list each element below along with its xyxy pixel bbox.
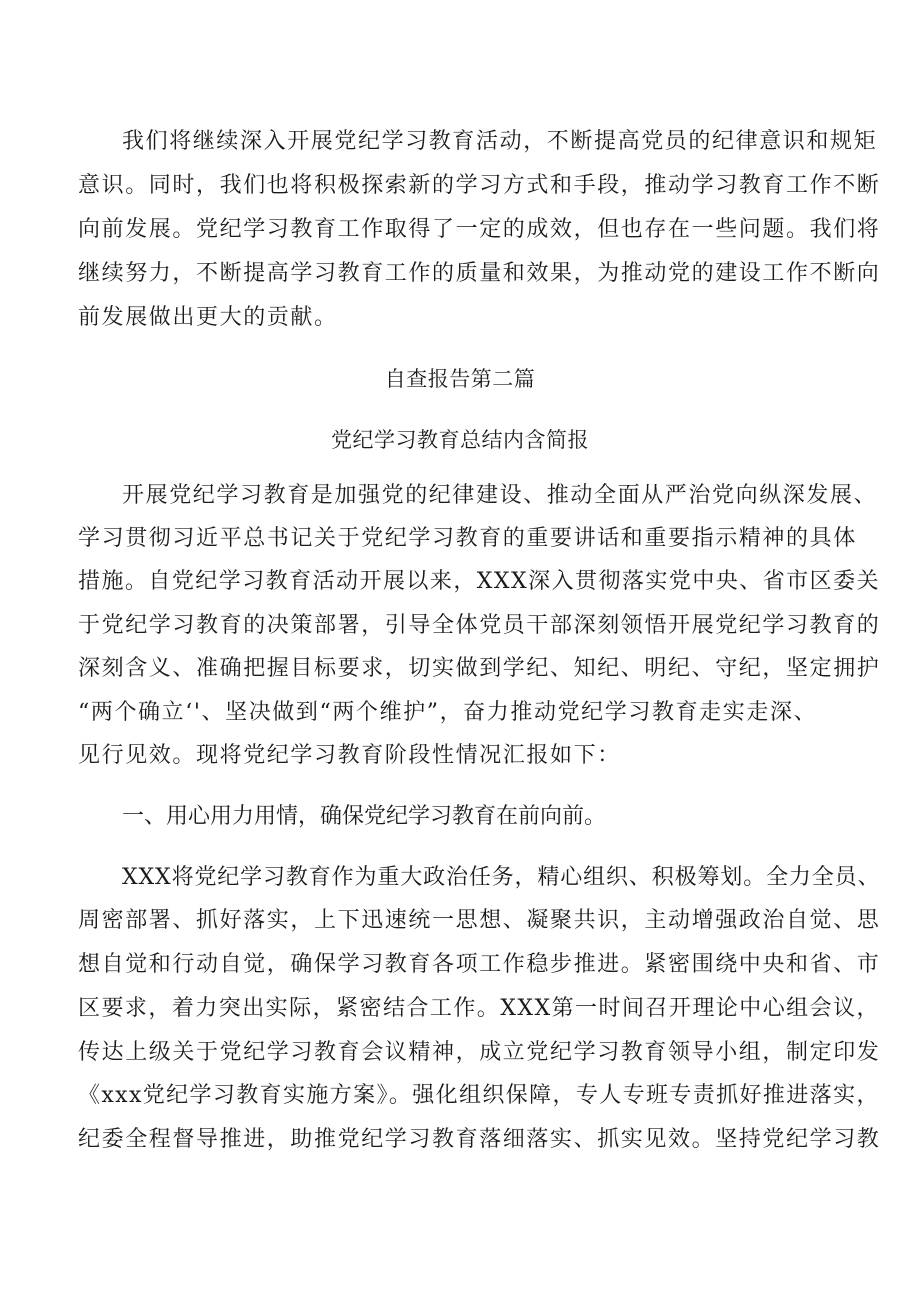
document-title: 自查报告第二篇 xyxy=(384,367,536,391)
paragraph1-line: 意识。同时，我们也将积极探索新的学习方式和手段，推动学习教育工作不断 xyxy=(78,173,881,198)
paragraph2-line: “两个确立‘'、坚决做到“两个维护”，奋力推动党纪学习教育走实走深、 xyxy=(78,700,818,725)
paragraph2-line: 于党纪学习教育的决策部署，引导全体党员干部深刻领悟开展党纪学习教育的 xyxy=(78,613,881,638)
paragraph3-line: 周密部署、抓好落实，上下迅速统一思想、凝聚共识，主动增强政治自觉、思 xyxy=(78,908,881,933)
paragraph3-line: 想自觉和行动自觉，确保学习教育各项工作稳步推进。紧密围绕中央和省、市 xyxy=(78,952,881,977)
paragraph1-line: 前发展做出更大的贡献。 xyxy=(78,305,338,330)
paragraph3-line: XXX将党纪学习教育作为重大政治任务，精心组织、积极筹划。全力全员、 xyxy=(122,865,881,890)
paragraph2-line: 见行见效。现将党纪学习教育阶段性情况汇报如下： xyxy=(78,743,621,768)
paragraph1-line: 我们将继续深入开展党纪学习教育活动，不断提高党员的纪律意识和规矩 xyxy=(122,129,878,154)
paragraph2-line: 学习贯彻习近平总书记关于党纪学习教育的重要讲话和重要指示精神的具体 xyxy=(78,526,857,551)
document-subtitle: 党纪学习教育总结内含简报 xyxy=(331,428,589,452)
paragraph3-line: 《xxx党纪学习教育实施方案》。强化组织保障，专人专班专责抓好推进落实， xyxy=(78,1083,880,1108)
paragraph2-line: 深刻含义、准确把握目标要求，切实做到学纪、知纪、明纪、守纪，坚定拥护 xyxy=(78,656,881,681)
paragraph3-line: 纪委全程督导推进，助推党纪学习教育落细落实、抓实见效。坚持党纪学习教 xyxy=(78,1127,881,1152)
section-heading: 一、用心用力用情，确保党纪学习教育在前向前。 xyxy=(122,804,607,829)
paragraph3-line: 区要求，着力突出实际，紧密结合工作。XXX第一时间召开理论中心组会议， xyxy=(78,996,880,1021)
paragraph1-line: 向前发展。党纪学习教育工作取得了一定的成效，但也存在一些问题。我们将 xyxy=(78,217,881,242)
paragraph3-line: 传达上级关于党纪学习教育会议精神，成立党纪学习教育领导小组，制定印发 xyxy=(78,1040,881,1065)
paragraph2-line: 开展党纪学习教育是加强党的纪律建设、推动全面从严治党向纵深发展、 xyxy=(122,483,878,508)
paragraph1-line: 继续努力，不断提高学习教育工作的质量和效果，为推动党的建设工作不断向 xyxy=(78,261,881,286)
paragraph2-line: 措施。自党纪学习教育活动开展以来，XXX深入贯彻落实党中央、省市区委关 xyxy=(78,569,880,594)
